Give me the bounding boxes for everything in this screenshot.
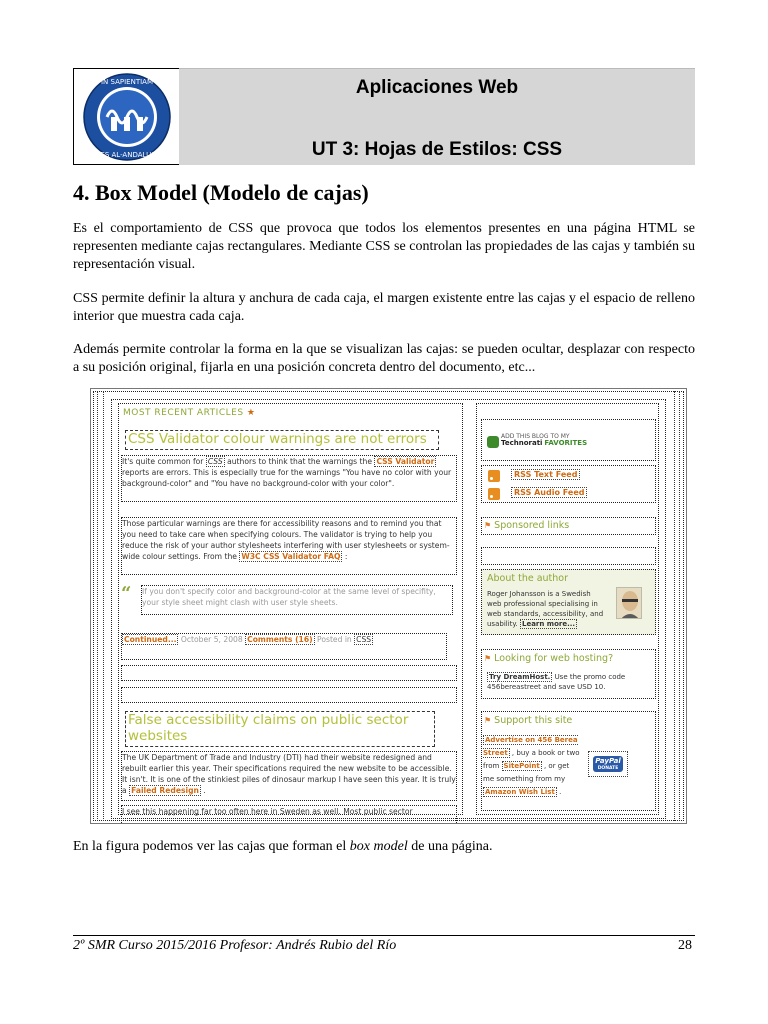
css-abbr: CSS	[207, 457, 223, 466]
amazon-wishlist-link[interactable]: Amazon Wish List	[485, 788, 555, 796]
paragraph-1: Es el comportamiento de CSS que provoca que todos los elementos presentes en una página HTML se representen mediante cajas rectangulares. Mediante CSS se controlan las propiedades de las cajas y también su representación visual.	[73, 221, 695, 272]
author-avatar	[616, 587, 642, 619]
margin-line	[679, 391, 680, 821]
page-header	[73, 68, 695, 165]
support-site-heading: ⚑ Support this site	[484, 715, 573, 726]
about-author-heading: About the author	[487, 573, 569, 584]
comments-link[interactable]: Comments (16)	[247, 635, 313, 644]
empty-box	[121, 687, 457, 703]
section-heading: 4. Box Model (Modelo de cajas)	[73, 180, 369, 205]
learn-more-link[interactable]: Learn more...	[522, 620, 576, 628]
sitepoint-link[interactable]: SitePoint	[503, 762, 540, 770]
star-icon: ★	[246, 408, 256, 418]
paypal-donate-button[interactable]: PayPal DONATE	[588, 751, 628, 777]
rss-text-feed-link[interactable]: RSS Text Feed	[511, 469, 580, 480]
article-2-paragraph-1: The UK Department of Trade and Industry (DTI) had their website redesigned and rebuilt earlier this year. Their specifications required the new website to be accessible. It isn't. It is one of the stinkiest piles of dinosaur markup I have seen this year. It is truly a Failed Redesign .	[121, 751, 457, 801]
unit-title: UT 3: Hojas de Estilos: CSS	[311, 139, 563, 160]
svg-text:IES AL-ANDALUS: IES AL-ANDALUS	[98, 151, 156, 159]
rss-icon	[488, 488, 500, 500]
flag-icon: ⚑	[484, 521, 492, 530]
flag-icon: ⚑	[484, 654, 492, 663]
posted-in-label: Posted in	[317, 635, 352, 644]
page-number: 28	[678, 938, 692, 953]
technorati-badge[interactable]: ADD THIS BLOG TO MY Technorati FAVORITES	[501, 433, 588, 447]
article-1-meta	[121, 633, 447, 660]
figure-caption: En la figura podemos ver las cajas que forman el box model de una página.	[73, 839, 493, 854]
margin-line	[103, 391, 104, 821]
post-date: October 5, 2008	[180, 635, 243, 644]
paragraph-2: CSS permite definir la altura y anchura de cada caja, el margen existente entre las cajas y el espacio de relleno interior que muestra cada caja.	[73, 291, 695, 324]
article-1-title[interactable]: CSS Validator colour warnings are not errors	[125, 430, 439, 450]
empty-box	[481, 547, 656, 565]
margin-line	[97, 391, 98, 821]
course-title: Aplicaciones Web	[355, 77, 519, 98]
svg-text:IN SAPIENTIAM: IN SAPIENTIAM	[100, 78, 154, 86]
web-hosting-text: Try DreamHost. Use the promo code 456bereastreet and save USD 10.	[487, 673, 626, 691]
dreamhost-link[interactable]: Try DreamHost.	[489, 673, 551, 681]
sponsored-links-heading: ⚑ Sponsored links	[484, 520, 570, 531]
failed-redesign-link[interactable]: Failed Redesign	[131, 786, 199, 795]
flag-icon: ⚑	[484, 716, 492, 725]
article-1-paragraph-2: Those particular warnings are there for accessibility reasons and to remind you that you need to take care when specifying colours. The validator is trying to help you reduce the risk of your author stylesheets interfering with user stylesheets or system-wide colour settings. From the W3C CSS Validator FAQ :	[121, 517, 457, 575]
school-logo	[73, 68, 180, 165]
w3c-faq-link[interactable]: W3C CSS Validator FAQ	[241, 552, 341, 561]
web-hosting-heading: ⚑ Looking for web hosting?	[484, 653, 614, 664]
article-1-quote: If you don't specify color and background-color at the same level of specifity, your style sheet might clash with user style sheets.	[141, 585, 453, 615]
support-site-text: Advertise on 456 Berea Street , buy a book or two from SitePoint , or get me something from my Amazon Wish List .	[483, 736, 580, 796]
technorati-logo-icon	[487, 436, 499, 448]
article-1-paragraph-1: It's quite common for CSS authors to think that the warnings the CSS Validator reports are errors. This is especially true for the warnings "You have no color with your background-color" and "You have no background-color with your color".	[121, 455, 457, 502]
article-2-paragraph-2: I see this happening far too often here in Sweden as well. Most public sector	[121, 805, 457, 824]
footer-divider	[73, 935, 695, 936]
css-tag-link[interactable]: CSS	[356, 635, 372, 644]
advertise-link[interactable]: Advertise on 456 Berea Street	[483, 736, 578, 757]
empty-box	[121, 665, 457, 681]
rss-icon	[488, 470, 500, 482]
paragraph-3: Además permite controlar la forma en la que se visualizan las cajas: se pueden ocultar, desplazar con respecto a su posición original, fijarla en una posición concreta dentro del documento, etc...	[73, 342, 695, 375]
margin-line	[674, 391, 675, 821]
css-validator-link[interactable]: CSS Validator	[376, 457, 435, 466]
recent-articles-label: MOST RECENT ARTICLES ★	[123, 408, 256, 418]
footer-course-info: 2º SMR Curso 2015/2016 Profesor: Andrés Rubio del Río	[73, 938, 397, 953]
rss-audio-feed-link[interactable]: RSS Audio Feed	[511, 487, 587, 498]
quote-icon: “	[121, 583, 132, 604]
about-author-text: Roger Johansson is a Swedish web professional specialising in web standards, accessibility, and usability. Learn more...	[487, 590, 604, 628]
header-title-box	[179, 68, 695, 165]
article-2-title[interactable]: False accessibility claims on public sector websites	[125, 711, 435, 747]
box-model-figure	[90, 388, 687, 824]
continued-link[interactable]: Continued...	[124, 635, 177, 644]
